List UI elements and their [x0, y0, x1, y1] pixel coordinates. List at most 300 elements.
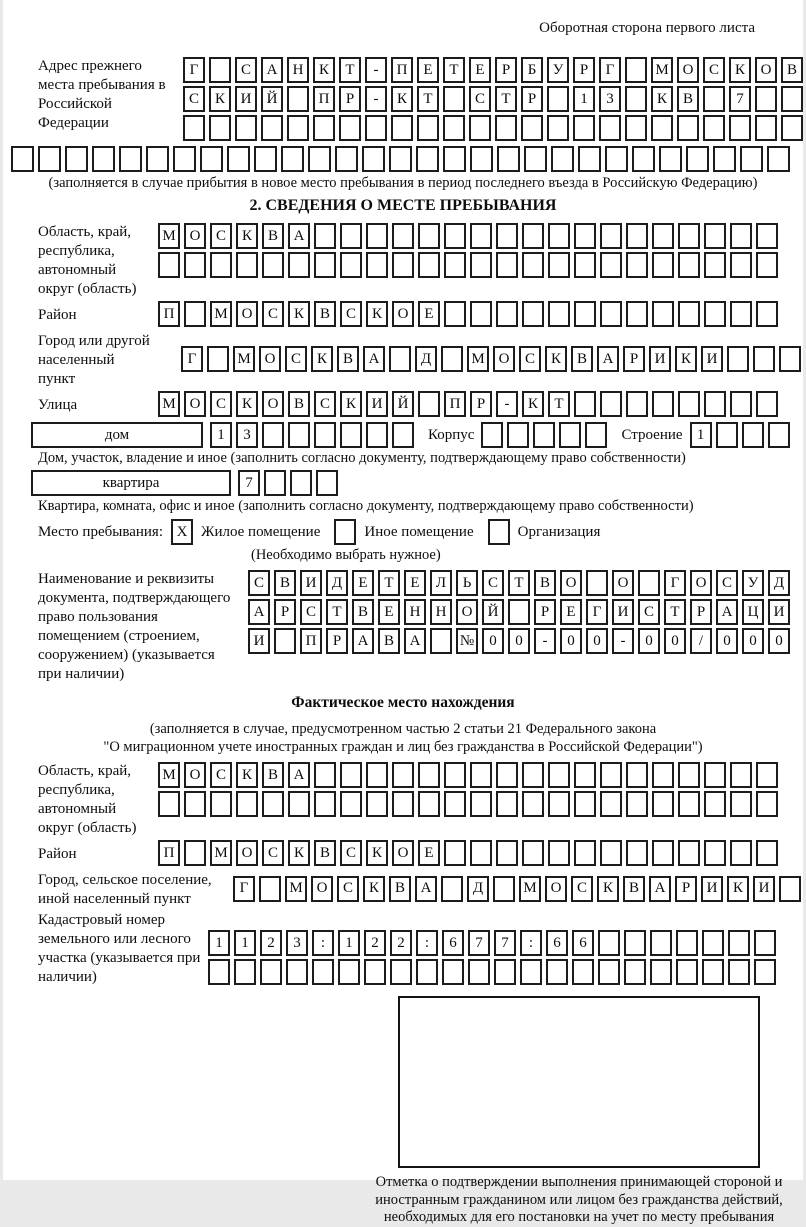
char-box[interactable]: Т — [378, 570, 400, 596]
char-box[interactable] — [470, 301, 492, 327]
char-box[interactable] — [444, 791, 466, 817]
char-box[interactable] — [781, 86, 803, 112]
char-box[interactable] — [339, 115, 361, 141]
char-box[interactable] — [520, 959, 542, 985]
char-box[interactable]: 0 — [716, 628, 738, 654]
char-box[interactable] — [755, 86, 777, 112]
char-box[interactable] — [200, 146, 223, 172]
char-box[interactable] — [496, 762, 518, 788]
char-box[interactable]: Д — [415, 346, 437, 372]
char-box[interactable] — [262, 791, 284, 817]
char-box[interactable] — [430, 628, 452, 654]
char-box[interactable] — [521, 115, 543, 141]
char-box[interactable]: В — [677, 86, 699, 112]
char-box[interactable] — [208, 959, 230, 985]
char-box[interactable] — [416, 146, 439, 172]
char-box[interactable]: С — [519, 346, 541, 372]
char-box[interactable]: О — [612, 570, 634, 596]
char-box[interactable]: С — [262, 301, 284, 327]
char-box[interactable]: Р — [495, 57, 517, 83]
char-box[interactable]: В — [389, 876, 411, 902]
char-box[interactable] — [626, 252, 648, 278]
char-box[interactable] — [496, 252, 518, 278]
char-box[interactable]: 0 — [664, 628, 686, 654]
char-box[interactable]: О — [236, 840, 258, 866]
char-box[interactable] — [728, 930, 750, 956]
char-box[interactable] — [184, 301, 206, 327]
char-box[interactable]: 3 — [236, 422, 258, 448]
residential-checkbox[interactable]: X — [171, 519, 193, 545]
char-box[interactable]: - — [612, 628, 634, 654]
char-box[interactable] — [366, 223, 388, 249]
char-box[interactable]: О — [236, 301, 258, 327]
char-box[interactable] — [389, 146, 412, 172]
char-box[interactable]: К — [236, 391, 258, 417]
char-box[interactable] — [652, 223, 674, 249]
char-box[interactable]: С — [716, 570, 738, 596]
char-box[interactable] — [507, 422, 529, 448]
char-box[interactable]: А — [261, 57, 283, 83]
char-box[interactable] — [119, 146, 142, 172]
char-box[interactable]: 0 — [508, 628, 530, 654]
char-box[interactable]: С — [300, 599, 322, 625]
char-box[interactable] — [730, 791, 752, 817]
char-box[interactable] — [624, 959, 646, 985]
char-box[interactable] — [340, 791, 362, 817]
char-box[interactable]: О — [755, 57, 777, 83]
char-box[interactable]: Р — [470, 391, 492, 417]
char-box[interactable]: Г — [586, 599, 608, 625]
char-box[interactable] — [260, 959, 282, 985]
char-box[interactable] — [779, 346, 801, 372]
char-box[interactable]: И — [753, 876, 775, 902]
char-box[interactable]: Л — [430, 570, 452, 596]
char-box[interactable] — [605, 146, 628, 172]
char-box[interactable] — [551, 146, 574, 172]
char-box[interactable]: Р — [534, 599, 556, 625]
char-box[interactable] — [756, 762, 778, 788]
char-box[interactable] — [470, 223, 492, 249]
char-box[interactable]: 1 — [690, 422, 712, 448]
char-box[interactable]: Н — [430, 599, 452, 625]
char-box[interactable]: В — [262, 762, 284, 788]
char-box[interactable]: И — [248, 628, 270, 654]
char-box[interactable] — [742, 422, 764, 448]
char-box[interactable]: О — [493, 346, 515, 372]
char-box[interactable] — [470, 146, 493, 172]
char-box[interactable] — [677, 115, 699, 141]
char-box[interactable]: П — [300, 628, 322, 654]
char-box[interactable] — [469, 115, 491, 141]
char-box[interactable] — [574, 252, 596, 278]
char-box[interactable] — [755, 115, 777, 141]
char-box[interactable]: В — [314, 840, 336, 866]
char-box[interactable] — [444, 223, 466, 249]
char-box[interactable] — [740, 146, 763, 172]
char-box[interactable]: А — [597, 346, 619, 372]
char-box[interactable] — [314, 762, 336, 788]
char-box[interactable] — [364, 959, 386, 985]
char-box[interactable]: П — [158, 301, 180, 327]
char-box[interactable] — [264, 470, 286, 496]
char-box[interactable] — [546, 959, 568, 985]
char-box[interactable] — [392, 252, 414, 278]
char-box[interactable]: К — [366, 840, 388, 866]
char-box[interactable]: В — [623, 876, 645, 902]
char-box[interactable] — [392, 422, 414, 448]
char-box[interactable]: 1 — [210, 422, 232, 448]
char-box[interactable]: 2 — [364, 930, 386, 956]
char-box[interactable] — [470, 840, 492, 866]
char-box[interactable]: В — [262, 223, 284, 249]
char-box[interactable]: Е — [378, 599, 400, 625]
char-box[interactable]: А — [352, 628, 374, 654]
char-box[interactable] — [600, 301, 622, 327]
char-box[interactable] — [158, 791, 180, 817]
char-box[interactable] — [496, 223, 518, 249]
char-box[interactable]: Ь — [456, 570, 478, 596]
char-box[interactable] — [728, 959, 750, 985]
char-box[interactable] — [600, 223, 622, 249]
char-box[interactable]: В — [288, 391, 310, 417]
char-box[interactable] — [470, 762, 492, 788]
char-box[interactable] — [704, 791, 726, 817]
char-box[interactable] — [11, 146, 34, 172]
char-box[interactable] — [729, 115, 751, 141]
char-box[interactable]: Р — [521, 86, 543, 112]
char-box[interactable] — [444, 840, 466, 866]
char-box[interactable]: О — [392, 301, 414, 327]
char-box[interactable] — [727, 346, 749, 372]
char-box[interactable] — [288, 252, 310, 278]
char-box[interactable] — [493, 876, 515, 902]
char-box[interactable] — [625, 86, 647, 112]
char-box[interactable] — [496, 301, 518, 327]
char-box[interactable] — [496, 791, 518, 817]
char-box[interactable]: В — [314, 301, 336, 327]
char-box[interactable]: С — [469, 86, 491, 112]
char-box[interactable]: И — [701, 876, 723, 902]
char-box[interactable]: М — [285, 876, 307, 902]
char-box[interactable]: И — [612, 599, 634, 625]
char-box[interactable] — [586, 570, 608, 596]
char-box[interactable]: О — [184, 762, 206, 788]
char-box[interactable]: О — [184, 223, 206, 249]
char-box[interactable]: Т — [495, 86, 517, 112]
char-box[interactable] — [730, 301, 752, 327]
char-box[interactable]: Г — [664, 570, 686, 596]
char-box[interactable] — [574, 840, 596, 866]
organization-checkbox[interactable] — [488, 519, 510, 545]
char-box[interactable] — [286, 959, 308, 985]
char-box[interactable] — [234, 959, 256, 985]
char-box[interactable] — [659, 146, 682, 172]
char-box[interactable]: К — [340, 391, 362, 417]
char-box[interactable] — [730, 762, 752, 788]
char-box[interactable] — [494, 959, 516, 985]
char-box[interactable]: С — [210, 762, 232, 788]
char-box[interactable]: Р — [675, 876, 697, 902]
char-box[interactable] — [600, 791, 622, 817]
char-box[interactable]: В — [378, 628, 400, 654]
char-box[interactable]: О — [560, 570, 582, 596]
char-box[interactable] — [418, 223, 440, 249]
char-box[interactable] — [767, 146, 790, 172]
char-box[interactable] — [678, 223, 700, 249]
char-box[interactable]: М — [158, 223, 180, 249]
char-box[interactable]: М — [467, 346, 489, 372]
char-box[interactable]: С — [248, 570, 270, 596]
char-box[interactable] — [392, 762, 414, 788]
char-box[interactable]: 0 — [586, 628, 608, 654]
char-box[interactable] — [730, 391, 752, 417]
char-box[interactable] — [443, 86, 465, 112]
char-box[interactable] — [287, 115, 309, 141]
char-box[interactable]: Е — [404, 570, 426, 596]
char-box[interactable]: - — [365, 86, 387, 112]
char-box[interactable]: 3 — [599, 86, 621, 112]
char-box[interactable] — [508, 599, 530, 625]
char-box[interactable] — [652, 791, 674, 817]
char-box[interactable] — [704, 840, 726, 866]
char-box[interactable]: И — [366, 391, 388, 417]
char-box[interactable] — [585, 422, 607, 448]
char-box[interactable] — [235, 115, 257, 141]
char-box[interactable] — [548, 301, 570, 327]
char-box[interactable]: Ц — [742, 599, 764, 625]
char-box[interactable] — [626, 762, 648, 788]
char-box[interactable]: Т — [326, 599, 348, 625]
char-box[interactable]: М — [158, 391, 180, 417]
char-box[interactable] — [366, 422, 388, 448]
char-box[interactable] — [704, 301, 726, 327]
char-box[interactable] — [572, 959, 594, 985]
char-box[interactable]: 2 — [260, 930, 282, 956]
char-box[interactable] — [65, 146, 88, 172]
char-box[interactable]: 2 — [390, 930, 412, 956]
char-box[interactable] — [756, 301, 778, 327]
char-box[interactable] — [652, 391, 674, 417]
char-box[interactable]: К — [727, 876, 749, 902]
char-box[interactable]: А — [649, 876, 671, 902]
char-box[interactable]: К — [729, 57, 751, 83]
char-box[interactable] — [704, 762, 726, 788]
char-box[interactable] — [716, 422, 738, 448]
char-box[interactable] — [287, 86, 309, 112]
char-box[interactable]: И — [701, 346, 723, 372]
char-box[interactable]: Р — [274, 599, 296, 625]
char-box[interactable]: С — [340, 840, 362, 866]
char-box[interactable] — [626, 301, 648, 327]
char-box[interactable] — [533, 422, 555, 448]
char-box[interactable] — [678, 252, 700, 278]
char-box[interactable] — [236, 791, 258, 817]
char-box[interactable]: 3 — [286, 930, 308, 956]
char-box[interactable] — [626, 840, 648, 866]
char-box[interactable] — [678, 840, 700, 866]
char-box[interactable]: № — [456, 628, 478, 654]
char-box[interactable]: 0 — [742, 628, 764, 654]
char-box[interactable]: О — [311, 876, 333, 902]
char-box[interactable]: О — [690, 570, 712, 596]
char-box[interactable] — [495, 115, 517, 141]
char-box[interactable] — [678, 791, 700, 817]
char-box[interactable] — [209, 57, 231, 83]
char-box[interactable] — [362, 146, 385, 172]
char-box[interactable]: И — [300, 570, 322, 596]
char-box[interactable] — [632, 146, 655, 172]
char-box[interactable]: С — [638, 599, 660, 625]
char-box[interactable]: Д — [326, 570, 348, 596]
char-box[interactable] — [259, 876, 281, 902]
char-box[interactable]: О — [456, 599, 478, 625]
char-box[interactable]: 7 — [238, 470, 260, 496]
char-box[interactable]: Е — [352, 570, 374, 596]
char-box[interactable] — [365, 115, 387, 141]
char-box[interactable] — [340, 223, 362, 249]
char-box[interactable] — [392, 223, 414, 249]
char-box[interactable] — [209, 115, 231, 141]
char-box[interactable]: 0 — [768, 628, 790, 654]
char-box[interactable]: К — [675, 346, 697, 372]
char-box[interactable] — [703, 86, 725, 112]
char-box[interactable] — [650, 930, 672, 956]
char-box[interactable]: И — [235, 86, 257, 112]
char-box[interactable] — [441, 876, 463, 902]
char-box[interactable]: М — [519, 876, 541, 902]
char-box[interactable]: К — [236, 762, 258, 788]
char-box[interactable]: М — [233, 346, 255, 372]
char-box[interactable] — [316, 470, 338, 496]
char-box[interactable]: : — [520, 930, 542, 956]
char-box[interactable] — [574, 391, 596, 417]
char-box[interactable]: С — [571, 876, 593, 902]
char-box[interactable]: У — [742, 570, 764, 596]
char-box[interactable] — [496, 840, 518, 866]
char-box[interactable] — [548, 223, 570, 249]
char-box[interactable]: П — [158, 840, 180, 866]
char-box[interactable] — [308, 146, 331, 172]
char-box[interactable] — [338, 959, 360, 985]
char-box[interactable]: Е — [418, 301, 440, 327]
char-box[interactable]: Г — [181, 346, 203, 372]
char-box[interactable] — [650, 959, 672, 985]
char-box[interactable] — [730, 223, 752, 249]
char-box[interactable] — [210, 252, 232, 278]
char-box[interactable]: В — [534, 570, 556, 596]
char-box[interactable] — [92, 146, 115, 172]
char-box[interactable]: Д — [467, 876, 489, 902]
char-box[interactable]: А — [288, 762, 310, 788]
char-box[interactable]: К — [597, 876, 619, 902]
char-box[interactable]: С — [235, 57, 257, 83]
char-box[interactable] — [730, 840, 752, 866]
char-box[interactable]: - — [365, 57, 387, 83]
char-box[interactable]: У — [547, 57, 569, 83]
char-box[interactable]: О — [259, 346, 281, 372]
char-box[interactable] — [678, 391, 700, 417]
char-box[interactable] — [781, 115, 803, 141]
char-box[interactable] — [754, 959, 776, 985]
char-box[interactable] — [547, 115, 569, 141]
char-box[interactable] — [702, 959, 724, 985]
char-box[interactable] — [625, 57, 647, 83]
char-box[interactable] — [578, 146, 601, 172]
char-box[interactable]: С — [210, 223, 232, 249]
char-box[interactable] — [768, 422, 790, 448]
char-box[interactable] — [704, 252, 726, 278]
char-box[interactable]: К — [651, 86, 673, 112]
char-box[interactable] — [652, 252, 674, 278]
char-box[interactable] — [481, 422, 503, 448]
char-box[interactable] — [678, 762, 700, 788]
char-box[interactable]: С — [314, 391, 336, 417]
char-box[interactable]: 6 — [442, 930, 464, 956]
char-box[interactable]: Д — [768, 570, 790, 596]
char-box[interactable] — [713, 146, 736, 172]
char-box[interactable]: Т — [548, 391, 570, 417]
char-box[interactable] — [274, 628, 296, 654]
other-premises-checkbox[interactable] — [334, 519, 356, 545]
char-box[interactable]: И — [649, 346, 671, 372]
char-box[interactable]: О — [262, 391, 284, 417]
char-box[interactable]: К — [522, 391, 544, 417]
char-box[interactable]: Й — [392, 391, 414, 417]
char-box[interactable] — [443, 146, 466, 172]
char-box[interactable]: 0 — [638, 628, 660, 654]
char-box[interactable]: 6 — [546, 930, 568, 956]
char-box[interactable] — [547, 86, 569, 112]
char-box[interactable] — [262, 422, 284, 448]
char-box[interactable] — [184, 791, 206, 817]
char-box[interactable] — [390, 959, 412, 985]
char-box[interactable]: : — [416, 930, 438, 956]
char-box[interactable]: С — [482, 570, 504, 596]
char-box[interactable] — [281, 146, 304, 172]
char-box[interactable] — [703, 115, 725, 141]
char-box[interactable] — [652, 840, 674, 866]
char-box[interactable]: / — [690, 628, 712, 654]
char-box[interactable]: - — [496, 391, 518, 417]
char-box[interactable]: О — [545, 876, 567, 902]
char-box[interactable] — [443, 115, 465, 141]
char-box[interactable]: Р — [573, 57, 595, 83]
char-box[interactable] — [416, 959, 438, 985]
char-box[interactable] — [38, 146, 61, 172]
char-box[interactable] — [389, 346, 411, 372]
char-box[interactable]: К — [366, 301, 388, 327]
char-box[interactable] — [686, 146, 709, 172]
char-box[interactable]: О — [392, 840, 414, 866]
char-box[interactable]: С — [285, 346, 307, 372]
char-box[interactable] — [676, 959, 698, 985]
char-box[interactable] — [548, 840, 570, 866]
char-box[interactable] — [524, 146, 547, 172]
char-box[interactable] — [314, 791, 336, 817]
char-box[interactable]: Г — [183, 57, 205, 83]
char-box[interactable] — [626, 223, 648, 249]
char-box[interactable] — [522, 252, 544, 278]
char-box[interactable] — [366, 252, 388, 278]
char-box[interactable] — [288, 422, 310, 448]
char-box[interactable] — [470, 252, 492, 278]
char-box[interactable]: М — [210, 301, 232, 327]
char-box[interactable] — [288, 791, 310, 817]
char-box[interactable] — [497, 146, 520, 172]
char-box[interactable]: А — [404, 628, 426, 654]
char-box[interactable] — [522, 791, 544, 817]
char-box[interactable]: 6 — [572, 930, 594, 956]
